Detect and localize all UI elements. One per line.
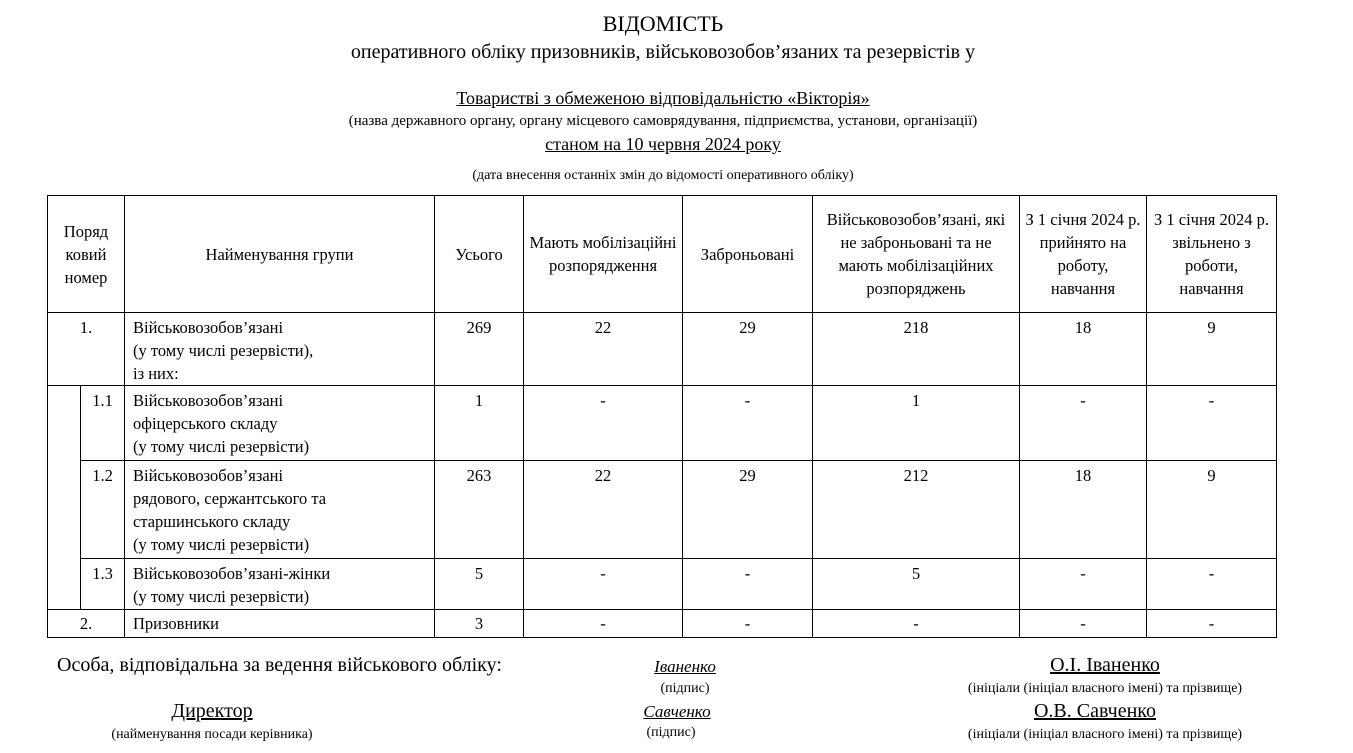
director-signature: Савченко <box>643 702 711 721</box>
row-hired: 18 <box>1020 313 1147 386</box>
organization-name: Товаристві з обмеженою відповідальністю «Вікторія» <box>456 88 870 108</box>
row-dismissed: - <box>1147 386 1277 461</box>
header-hired: З 1 січня 2024 р. прийнято на роботу, навчання <box>1020 196 1147 313</box>
director-signature-caption: (підпис) <box>646 725 696 740</box>
row-reserved: 29 <box>683 461 813 559</box>
row-reserved: 29 <box>683 313 813 386</box>
row-mobilization-orders: - <box>524 559 683 610</box>
director-title: Директор <box>171 700 253 722</box>
table-row <box>48 610 1277 638</box>
date-caption: (дата внесення останніх змін до відомості оперативного обліку) <box>472 168 854 183</box>
row-not-reserved: 5 <box>813 559 1020 610</box>
row-not-reserved: - <box>813 610 1020 638</box>
row-total: 3 <box>435 610 524 638</box>
as-of-date: станом на 10 червня 2024 року <box>545 134 781 154</box>
header-mobilization-orders: Мають мобілізаційні розпорядження <box>524 196 683 313</box>
director-name-caption: (ініціали (ініціал власного імені) та прізвище) <box>967 727 1243 742</box>
director-name: О.В. Савченко <box>1033 700 1157 722</box>
row-not-reserved: 212 <box>813 461 1020 559</box>
row-group-name: Військовозобов’язані (у тому числі резервісти), із них: <box>125 313 435 386</box>
row-dismissed: 9 <box>1147 461 1277 559</box>
table-row <box>48 559 1277 610</box>
row-hired: 18 <box>1020 461 1147 559</box>
signature-caption: (підпис) <box>660 681 710 696</box>
row-hired: - <box>1020 386 1147 461</box>
director-caption: (найменування посади керівника) <box>111 727 313 742</box>
table-row <box>48 313 1277 386</box>
row-reserved: - <box>683 559 813 610</box>
header-group-name: Найменування групи <box>125 196 435 313</box>
name-caption: (ініціали (ініціал власного імені) та прізвище) <box>967 681 1243 696</box>
row-total: 5 <box>435 559 524 610</box>
row-mobilization-orders: - <box>524 610 683 638</box>
row-dismissed: 9 <box>1147 313 1277 386</box>
registry-table <box>47 195 1277 638</box>
row-not-reserved: 218 <box>813 313 1020 386</box>
header-reserved: Заброньовані <box>683 196 813 313</box>
responsible-person-label: Особа, відповідальна за ведення військового обліку: <box>57 654 502 676</box>
responsible-name: О.І. Іваненко <box>1050 654 1160 676</box>
row-reserved: - <box>683 386 813 461</box>
header-dismissed: З 1 січня 2024 р. звільнено з роботи, навчання <box>1147 196 1277 313</box>
row-hired: - <box>1020 559 1147 610</box>
table-header-row <box>48 196 1277 313</box>
row-group-name: Військовозобов’язані-жінки (у тому числі резервісти) <box>125 559 435 610</box>
row-hired: - <box>1020 610 1147 638</box>
row-total: 269 <box>435 313 524 386</box>
row-index: 1.2 <box>81 461 125 559</box>
header-index: Поряд ковий номер <box>48 196 125 313</box>
organization-caption: (назва державного органу, органу місцевого самоврядування, підприємства, установи, організації) <box>348 113 978 129</box>
document-title: ВІДОМІСТЬ <box>602 11 724 36</box>
row-not-reserved: 1 <box>813 386 1020 461</box>
table-row <box>48 461 1277 559</box>
row-mobilization-orders: 22 <box>524 313 683 386</box>
header-not-reserved: Військовозобов’язані, які не заброньовані та не мають мобілізаційних розпоряджень <box>813 196 1020 313</box>
table-row <box>48 386 1277 461</box>
row-dismissed: - <box>1147 559 1277 610</box>
row-index: 1.1 <box>81 386 125 461</box>
row-total: 1 <box>435 386 524 461</box>
row-dismissed: - <box>1147 610 1277 638</box>
indent-cell <box>48 386 81 610</box>
row-group-name: Військовозобов’язані офіцерського складу (у тому числі резервісти) <box>125 386 435 461</box>
row-group-name: Військовозобов’язані рядового, сержантського та старшинського складу (у тому числі резервісти) <box>125 461 435 559</box>
row-mobilization-orders: - <box>524 386 683 461</box>
row-index: 1.3 <box>81 559 125 610</box>
row-reserved: - <box>683 610 813 638</box>
row-index: 1. <box>48 313 125 386</box>
header-total: Усього <box>435 196 524 313</box>
row-total: 263 <box>435 461 524 559</box>
row-group-name: Призовники <box>125 610 435 638</box>
row-index: 2. <box>48 610 125 638</box>
document-subtitle: оперативного обліку призовників, військовозобов’язаних та резервістів у <box>350 41 976 63</box>
row-mobilization-orders: 22 <box>524 461 683 559</box>
responsible-signature: Іваненко <box>654 657 716 676</box>
